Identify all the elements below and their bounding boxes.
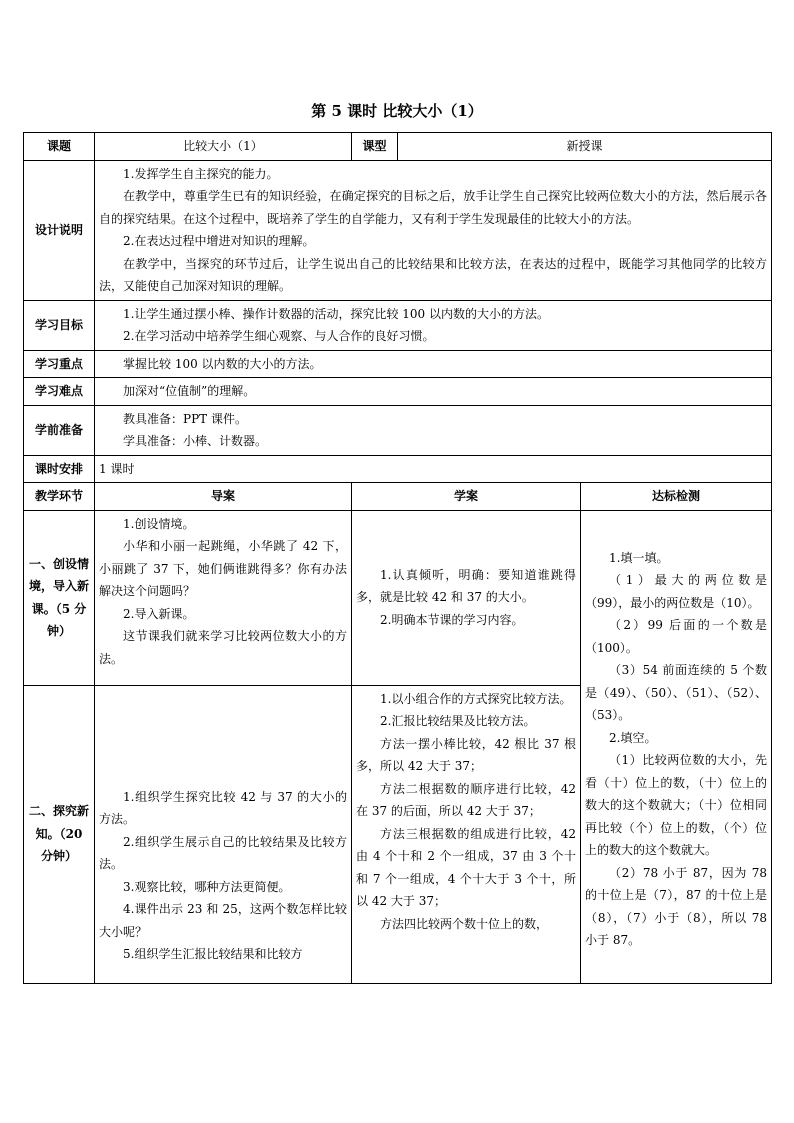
- goals-label: 学习目标: [24, 300, 95, 350]
- page-title: 第 5 课时 比较大小（1）: [311, 102, 483, 120]
- key-point-row: [24, 350, 772, 378]
- guide-paragraph: 1.创设情境。: [123, 516, 195, 531]
- stage1-study: [352, 510, 581, 685]
- type-label: 课型: [352, 133, 398, 161]
- design-row: [24, 160, 772, 300]
- prep-item: 教具准备：PPT 课件。: [123, 411, 247, 426]
- lesson-plan-table: [23, 132, 772, 984]
- column-guide: 导案: [95, 483, 352, 511]
- study-paragraph: 方法二根据数的顺序进行比较，42 在 37 的后面，所以 42 大于 37；: [356, 781, 576, 818]
- guide-paragraph: 2.导入新课。: [123, 606, 195, 621]
- check-item: 1.填一填。: [609, 550, 669, 565]
- check-item: （3）54 前面连续的 5 个数是（49）、（50）、（51）、（52）、（53）。: [585, 663, 768, 722]
- difficulty-value: 加深对“位值制”的理解。: [95, 378, 772, 406]
- guide-paragraph: 1.组织学生探究比较 42 与 37 的大小的方法。: [99, 789, 347, 826]
- stage1-name: 一、创设情境，导入新课。（5 分钟）: [24, 510, 95, 685]
- difficulty-row: [24, 378, 772, 406]
- prep-item: 学具准备：小棒、计数器。: [123, 434, 268, 448]
- check-item: （2）99 后面的一个数是（100）。: [585, 618, 768, 655]
- stage2-name: 二、探究新知。（20 分钟）: [24, 685, 95, 983]
- topic-label: 课题: [24, 133, 95, 161]
- design-paragraph: 2.在表达过程中增进对知识的理解。: [123, 234, 315, 248]
- study-paragraph: 方法三根据数的组成进行比较，42 由 4 个十和 2 个一组成，37 由 3 个十和 7 个一组成，4 个十大于 3 个十，所以 42 大于 37；: [356, 826, 576, 908]
- goals-row: [24, 300, 772, 350]
- design-paragraph: 1.发挥学生自主探究的能力。: [123, 166, 279, 181]
- guide-paragraph: 这节课我们就来学习比较两位数大小的方法。: [99, 629, 347, 666]
- guide-paragraph: 5.组织学生汇报比较结果和比较方: [123, 947, 303, 961]
- guide-paragraph: 4.课件出示 23 和 25，这两个数怎样比较大小呢？: [99, 902, 347, 939]
- difficulty-label: 学习难点: [24, 378, 95, 406]
- stage2-study: [352, 685, 581, 983]
- guide-paragraph: 2.组织学生展示自己的比较结果及比较方法。: [99, 834, 347, 871]
- stage1-guide: [95, 510, 352, 685]
- schedule-row: [24, 455, 772, 483]
- stage1-row: [24, 510, 772, 685]
- design-paragraph: 在教学中，当探究的环节过后，让学生说出自己的比较结果和比较方法，在表达的过程中，既能学习其他同学的比较方法，又能使自己加深对知识的理解。: [99, 256, 768, 293]
- study-paragraph: 2.汇报比较结果及比较方法。: [380, 714, 536, 728]
- check-content: [581, 510, 772, 983]
- guide-paragraph: 小华和小丽一起跳绳，小华跳了 42 下，小丽跳了 37 下，她们俩谁跳得多？你有办法解决这个问题吗？: [99, 539, 347, 598]
- topic-value: 比较大小（1）: [95, 133, 352, 161]
- prep-row: [24, 405, 772, 455]
- column-header-row: [24, 483, 772, 511]
- column-study: 学案: [352, 483, 581, 511]
- column-stage: 教学环节: [24, 483, 95, 511]
- prep-label: 学前准备: [24, 405, 95, 455]
- check-item: 2.填空。: [609, 730, 657, 745]
- schedule-label: 课时安排: [24, 455, 95, 483]
- topic-row: [24, 133, 772, 161]
- stage2-guide: [95, 685, 352, 983]
- check-item: （1）最大的两位数是（99），最小的两位数是（10）。: [585, 573, 768, 610]
- study-paragraph: 1.以小组合作的方式探究比较方法。: [380, 691, 572, 706]
- goal-item: 2.在学习活动中培养学生细心观察、与人合作的良好习惯。: [123, 329, 435, 343]
- key-point-label: 学习重点: [24, 350, 95, 378]
- design-paragraph: 在教学中，尊重学生已有的知识经验，在确定探究的目标之后，放手让学生自己探究比较两位数大小的方法，然后展示各自的探究结果。在这个过程中，既培养了学生的自学能力，又有利于学生发现最佳的比较大小的方法。: [99, 189, 768, 226]
- design-label: 设计说明: [24, 160, 95, 300]
- schedule-value: 1 课时: [95, 455, 772, 483]
- design-content: [95, 160, 772, 300]
- study-paragraph: 方法四比较两个数十位上的数，: [380, 916, 549, 931]
- key-point-value: 掌握比较 100 以内数的大小的方法。: [95, 350, 772, 378]
- goal-item: 1.让学生通过摆小棒、操作计数器的活动，探究比较 100 以内数的大小的方法。: [123, 306, 549, 321]
- guide-paragraph: 3.观察比较，哪种方法更简便。: [123, 879, 291, 894]
- study-paragraph: 方法一摆小棒比较，42 根比 37 根多，所以 42 大于 37；: [356, 736, 576, 773]
- check-item: （2）78 小于 87，因为 78 的十位上是（7），87 的十位上是（8），（7）小于（8），所以 78 小于 87。: [585, 865, 768, 947]
- goals-content: [95, 300, 772, 350]
- study-paragraph: 1.认真倾听，明确：要知道谁跳得多，就是比较 42 和 37 的大小。: [356, 567, 576, 605]
- check-item: （1）比较两位数的大小，先看（十）位上的数，（十）位上的数大的这个数就大；（十）位相同再比较（个）位上的数，（个）位上的数大的这个数就大。: [585, 753, 768, 857]
- column-check: 达标检测: [581, 483, 772, 511]
- prep-content: [95, 405, 772, 455]
- study-paragraph: 2.明确本节课的学习内容。: [380, 612, 524, 627]
- type-value: 新授课: [398, 133, 772, 161]
